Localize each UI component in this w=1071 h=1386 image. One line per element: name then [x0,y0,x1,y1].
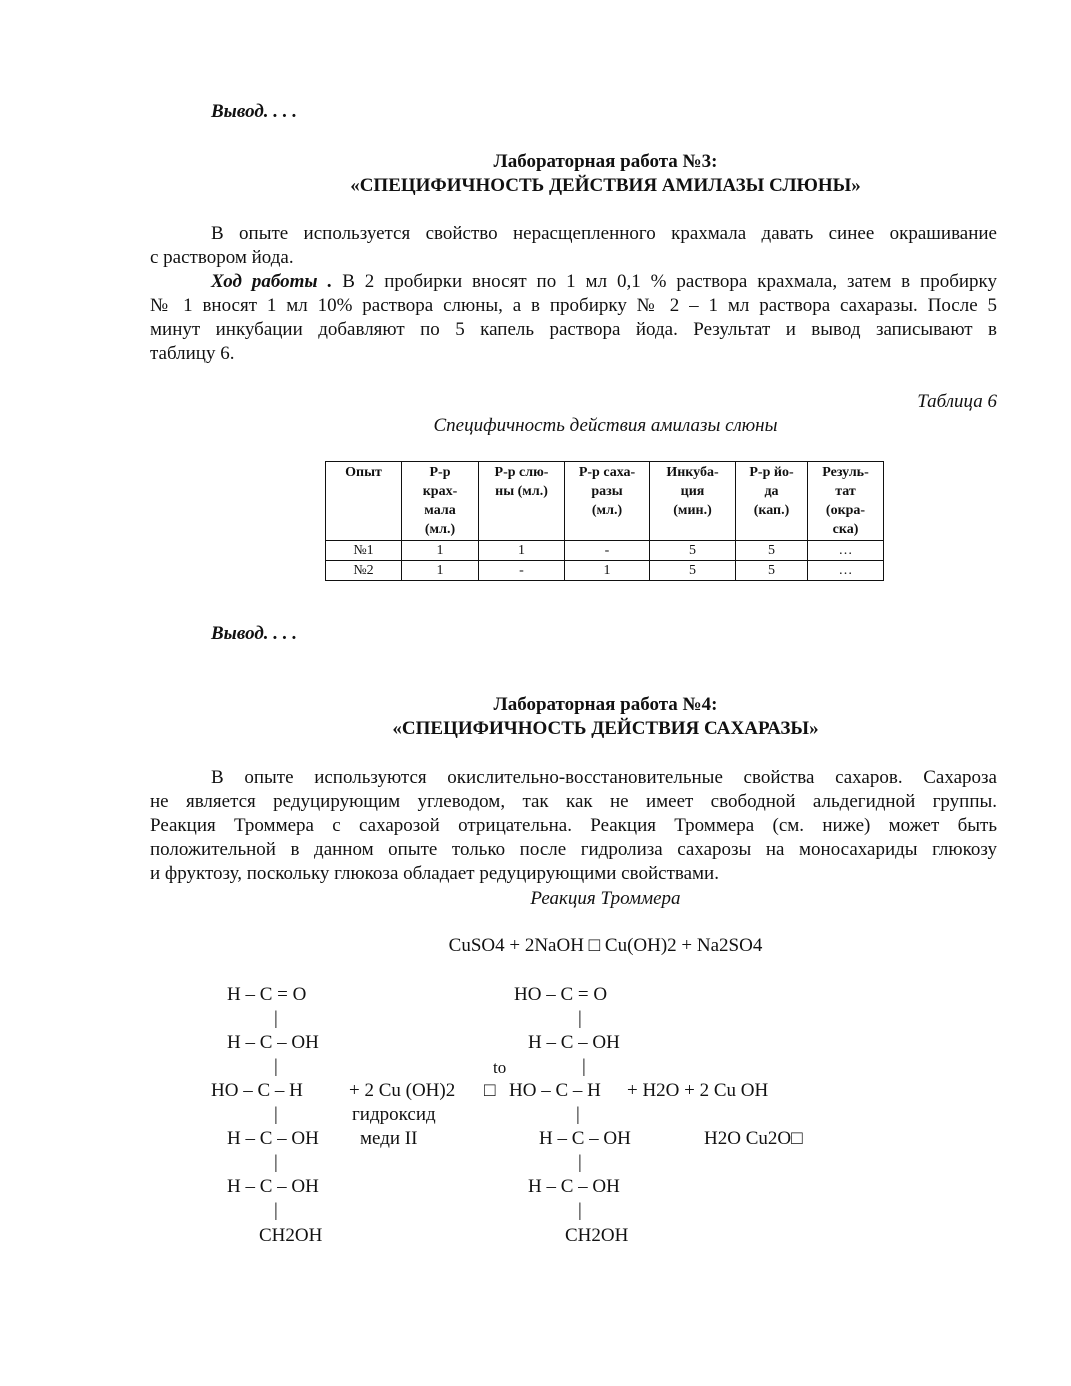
lab3-intro [150,222,997,270]
bond-line: | [274,1200,278,1221]
formula-row: CH2OH [259,1225,323,1246]
lab3-subtitle: «СПЕЦИФИЧНОСТЬ ДЕЙСТВИЯ АМИЛАЗЫ СЛЮНЫ» [350,175,861,196]
text-line: № 1 вносят 1 мл 10% раствора слюны, а в пробирку № 2 – 1 мл раствора сахаразы. После 5 [150,295,997,316]
conclusion-label: Вывод. . . . [211,101,298,122]
text-line: В опыте используются окислительно-восстановительные свойства сахаров. Сахароза [211,767,997,788]
table-cell: №2 [326,561,402,581]
table-cell: 5 [736,541,808,561]
reaction-equation: CuSO4 + 2NaOH □ Cu(OH)2 + Na2SO4 [448,935,763,956]
formula-row: H – C – OH [227,1176,319,1197]
text-line: минут инкубации добавляют по 5 капель раствора йода. Результат и вывод записывают в [150,319,997,340]
header-cell: Р-р саха- разы (мл.) [565,462,650,541]
formula-row: H – C = O [227,984,307,1005]
text-line: с раствором йода. [150,247,294,268]
bond-line: | [274,1104,278,1125]
header-cell: Р-р слю- ны (мл.) [479,462,565,541]
text-line [150,270,997,294]
reagent-name: меди II [360,1128,418,1149]
lab4-subtitle: «СПЕЦИФИЧНОСТЬ ДЕЙСТВИЯ САХАРАЗЫ» [392,718,819,739]
procedure-text: В 2 пробирки вносят по 1 мл 0,1 % раствора крахмала, затем в пробирку [332,271,997,292]
formula-row: CH2OH [565,1225,629,1246]
table-row [326,541,884,561]
formula-row: H – C – OH [528,1176,620,1197]
lab4-title: Лабораторная работа №4: [493,694,718,715]
bond-line: | [274,1152,278,1173]
text-line: не является редуцирующим углеводом, так как не имеет свободной альдегидной группы. [150,791,997,812]
reagent-name: гидроксид [352,1104,436,1125]
formula-row: H – C – OH [227,1128,319,1149]
decomposition-products: H2O Cu2O□ [704,1128,803,1149]
table-cell: 5 [650,561,736,581]
table-cell: 1 [402,561,479,581]
table-cell: №1 [326,541,402,561]
header-cell: Опыт [326,462,402,541]
table-cell: 1 [565,561,650,581]
table-caption: Специфичность действия амилазы слюны [433,415,778,436]
table-cell: 5 [736,561,808,581]
bond-line: | [578,1200,582,1221]
formula-row: H – C – OH [227,1032,319,1053]
table-number: Таблица 6 [917,391,997,412]
table-cell: … [808,561,884,581]
heat-label: to [493,1058,507,1077]
reaction-arrow-glyph: □ [484,1080,496,1101]
table-cell: … [808,541,884,561]
bond-line: | [274,1008,278,1029]
formula-row: H – C – OH [539,1128,631,1149]
bond-line: | [576,1104,580,1125]
table-header-row [326,462,884,541]
reaction-caption: Реакция Троммера [530,888,681,909]
text-line: таблицу 6. [150,343,235,364]
header-cell: Р-р йо- да (кап.) [736,462,808,541]
header-cell: Резуль- тат (окра- ска) [808,462,884,541]
conclusion-label: Вывод. . . . [211,623,298,644]
formula-row: HO – C – H [211,1080,303,1101]
table-cell: 1 [479,541,565,561]
formula-row: HO – C = O [514,984,608,1005]
table-cell: - [479,561,565,581]
bond-line: | [578,1008,582,1029]
bond-line: | [582,1056,586,1077]
results-table [325,461,884,581]
bond-line: | [578,1152,582,1173]
table-cell: 1 [402,541,479,561]
table-cell: 5 [650,541,736,561]
table-row [326,561,884,581]
procedure-label: Ход работы . [211,271,333,292]
lab3-procedure [150,270,997,366]
text-line: положительной в данном опыте только после гидролиза сахарозы на моносахариды глюкозу [150,839,997,860]
lab4-intro [150,766,997,886]
reagent-formula: + 2 Cu (OH)2 [349,1080,456,1101]
header-cell: Р-р крах- мала (мл.) [402,462,479,541]
text-line: В опыте используется свойство нерасщепленного крахмала давать синее окрашивание [211,223,997,244]
text-line: Реакция Троммера с сахарозой отрицательна. Реакция Троммера (см. ниже) может быть [150,815,997,836]
reaction-products: + H2O + 2 Cu OH [627,1080,769,1101]
bond-line: | [274,1056,278,1077]
lab3-title: Лабораторная работа №3: [493,151,718,172]
table-cell: - [565,541,650,561]
formula-row: HO – C – H [509,1080,601,1101]
header-cell: Инкуба- ция (мин.) [650,462,736,541]
text-line: и фруктозу, поскольку глюкоза обладает редуцирующими свойствами. [150,863,719,884]
formula-row: H – C – OH [528,1032,620,1053]
